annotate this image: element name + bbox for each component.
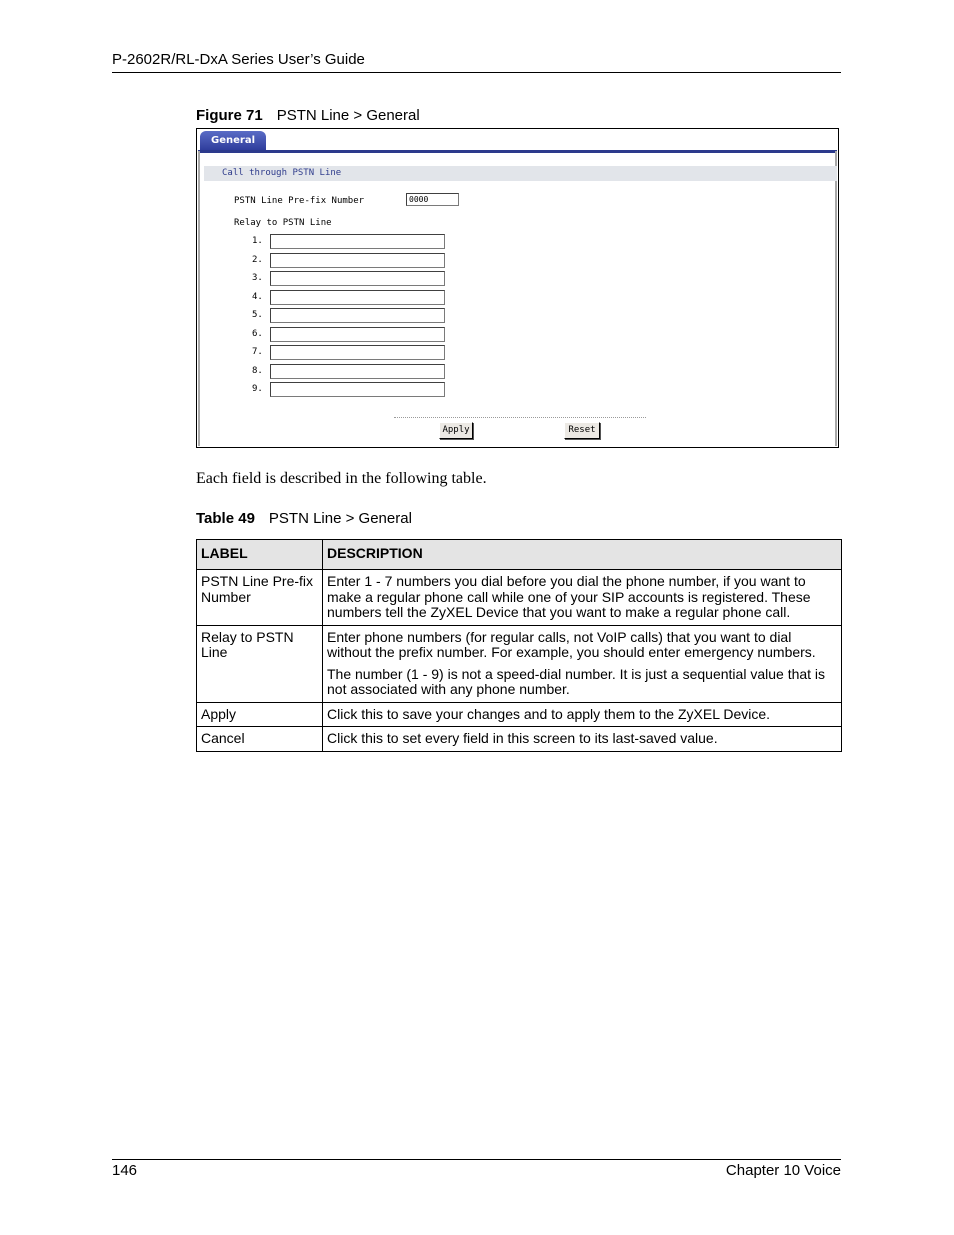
apply-button[interactable]: Apply: [439, 422, 473, 439]
relay-number: 6.: [252, 328, 263, 339]
relay-number: 4.: [252, 291, 263, 302]
frame-left-edge: [198, 151, 200, 446]
running-header: P-2602R/RL-DxA Series User’s Guide: [112, 51, 365, 68]
description-paragraph: Enter phone numbers (for regular calls, not VoIP calls) that you want to dial without the prefix number. For example, you should enter emergency numbers.: [327, 628, 816, 660]
table-body: [197, 570, 842, 752]
relay-input[interactable]: [270, 327, 445, 342]
row-label: Cancel: [197, 727, 323, 752]
relay-input[interactable]: [270, 253, 445, 268]
relay-input[interactable]: [270, 345, 445, 360]
relay-input[interactable]: [270, 308, 445, 323]
frame-right-edge: [835, 151, 837, 446]
divider-dots: [394, 417, 646, 418]
relay-number: 3.: [252, 273, 263, 283]
reset-button[interactable]: Reset: [564, 422, 600, 439]
row-description: [323, 570, 842, 626]
description-paragraph: Click this to save your changes and to apply them to the ZyXEL Device.: [327, 705, 771, 722]
table-title: PSTN Line > General: [268, 510, 412, 527]
row-description: [323, 727, 842, 752]
relay-input[interactable]: [270, 382, 445, 397]
figure-title: PSTN Line > General: [276, 107, 420, 124]
table-row: [197, 702, 842, 727]
row-label: Apply: [197, 702, 323, 727]
prefix-label: PSTN Line Pre-fix Number: [234, 196, 365, 206]
relay-label: Relay to PSTN Line: [234, 218, 332, 228]
table-row: [197, 625, 842, 702]
footer-rule: [112, 1159, 841, 1160]
figure-number: Figure 71: [196, 107, 263, 124]
prefix-input[interactable]: 0000: [406, 193, 459, 206]
relay-number: 2.: [252, 254, 263, 265]
relay-number: 5.: [252, 310, 263, 320]
relay-input[interactable]: [270, 364, 445, 379]
table-row: [197, 727, 842, 752]
chapter-label: Chapter 10 Voice: [725, 1162, 841, 1179]
intro-text: Each field is described in the following table.: [196, 470, 487, 487]
table-row: [197, 570, 842, 626]
description-paragraph: The number (1 - 9) is not a speed-dial number. It is just a sequential value that is not associated with any phone number.: [327, 665, 826, 697]
relay-number: 9.: [252, 384, 263, 394]
tab-general[interactable]: General: [200, 131, 266, 150]
table-header-row: [197, 540, 842, 570]
table-caption: [196, 510, 412, 527]
header-label: LABEL: [197, 540, 323, 570]
relay-input[interactable]: [270, 271, 445, 286]
row-label: PSTN Line Pre-fix Number: [197, 570, 323, 626]
tab-bar: [198, 130, 837, 153]
relay-number: 7.: [252, 347, 263, 357]
description-table: [196, 539, 842, 752]
relay-number: 1.: [252, 236, 263, 246]
header-description: DESCRIPTION: [323, 540, 842, 570]
relay-input[interactable]: [270, 234, 445, 249]
screenshot-figure: [196, 128, 839, 448]
relay-number: 8.: [252, 365, 263, 376]
section-header: Call through PSTN Line: [204, 166, 837, 181]
row-label: Relay to PSTN Line: [197, 625, 323, 702]
row-description: [323, 625, 842, 702]
page-number: 146: [112, 1162, 138, 1179]
table-number: Table 49: [196, 510, 255, 527]
figure-caption: [196, 107, 420, 124]
row-description: [323, 702, 842, 727]
description-paragraph: Enter 1 - 7 numbers you dial before you dial the phone number, if you want to make a regular phone call while one of your SIP accounts is registered. These numbers tell the ZyXEL Device that you want to make a regular phone call.: [327, 573, 811, 620]
header-rule: [112, 72, 841, 73]
description-paragraph: Click this to set every field in this screen to its last-saved value.: [327, 730, 718, 746]
relay-input[interactable]: [270, 290, 445, 305]
